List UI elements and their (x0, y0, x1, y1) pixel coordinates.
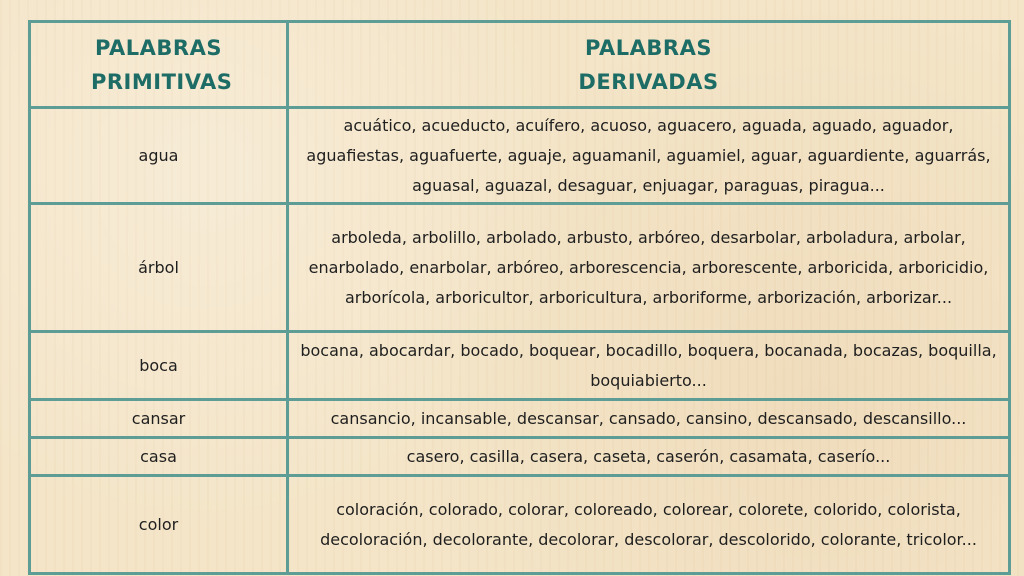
header-derived-words: PALABRAS DERIVADAS (288, 22, 1010, 108)
derived-words: casero, casilla, casera, caseta, caserón, casamata, caserío... (288, 438, 1010, 476)
table-row (30, 476, 1010, 574)
primitive-word: color (30, 476, 288, 574)
primitive-word: boca (30, 332, 288, 400)
table-row (30, 438, 1010, 476)
primitive-word: agua (30, 108, 288, 204)
word-family-table (28, 20, 1011, 575)
primitive-word: árbol (30, 204, 288, 332)
table-row (30, 332, 1010, 400)
derived-words: bocana, abocardar, bocado, boquear, bocadillo, boquera, bocanada, bocazas, boquilla, boquiabierto... (288, 332, 1010, 400)
header-primitive-words: PALABRAS PRIMITIVAS (30, 22, 288, 108)
derived-words: acuático, acueducto, acuífero, acuoso, aguacero, aguada, aguado, aguador, aguafiestas, aguafuerte, aguaje, aguamanil, aguamiel, aguar, aguardiente, aguarrás, aguasal, aguazal, desaguar, enjuagar, paraguas, piragua... (288, 108, 1010, 204)
derived-words: coloración, colorado, colorar, coloreado, colorear, colorete, colorido, colorista, decoloración, decolorante, decolorar, descolorar, descolorido, colorante, tricolor... (288, 476, 1010, 574)
derived-words: arboleda, arbolillo, arbolado, arbusto, arbóreo, desarbolar, arboladura, arbolar, enarbolado, enarbolar, arbóreo, arborescencia, arborescente, arboricida, arboricidio, arborícola, arboricultor, arboricultura, arboriforme, arborización, arborizar... (288, 204, 1010, 332)
table-row (30, 108, 1010, 204)
header-row (30, 22, 1010, 108)
table-row (30, 400, 1010, 438)
table-row (30, 204, 1010, 332)
primitive-word: casa (30, 438, 288, 476)
primitive-word: cansar (30, 400, 288, 438)
word-family-table-wrapper (28, 20, 1008, 572)
derived-words: cansancio, incansable, descansar, cansado, cansino, descansado, descansillo... (288, 400, 1010, 438)
